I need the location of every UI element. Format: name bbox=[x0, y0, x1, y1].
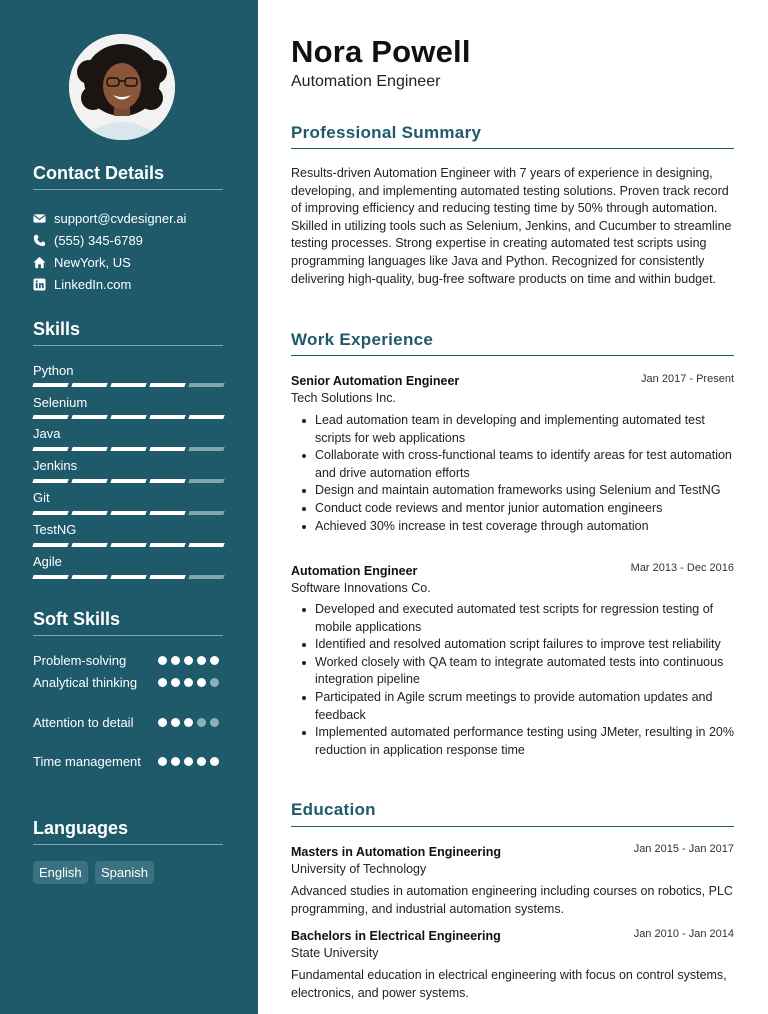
experience-divider bbox=[291, 355, 734, 356]
skill-bar-segment-filled bbox=[32, 511, 68, 515]
skill-bar-segment-filled bbox=[32, 447, 68, 451]
skill-bar-segment-filled bbox=[110, 479, 146, 483]
skill-bar-segment-filled bbox=[32, 415, 68, 419]
list-item: Participated in Agile scrum meetings to provide automation updates and feedback bbox=[315, 689, 738, 724]
rating-dot-empty bbox=[210, 678, 219, 687]
sidebar bbox=[0, 0, 258, 1014]
degree-description: Advanced studies in automation engineering including courses on robotics, PLC programming, and industrial automation systems. bbox=[291, 884, 733, 916]
list-item: Developed and executed automated test scripts for regression testing of mobile applications bbox=[315, 601, 738, 636]
list-item: Identified and resolved automation script failures to improve test reliability bbox=[315, 636, 738, 654]
skill-bar-segment-filled bbox=[149, 575, 185, 579]
skill-level-bar bbox=[33, 383, 224, 387]
skill-level-bar bbox=[33, 415, 224, 419]
home-icon bbox=[33, 256, 46, 269]
skill-bar-segment-filled bbox=[149, 447, 185, 451]
contact-linkedin-text: LinkedIn.com bbox=[54, 277, 132, 292]
skill-name: Agile bbox=[33, 554, 62, 569]
soft-skill-name: Analytical thinking bbox=[33, 675, 138, 690]
soft-skill-name: Problem-solving bbox=[33, 653, 127, 668]
rating-dot-empty bbox=[210, 718, 219, 727]
rating-dot-empty bbox=[197, 718, 206, 727]
contact-phone-text: (555) 345-6789 bbox=[54, 233, 143, 248]
skill-level-bar bbox=[33, 479, 224, 483]
skill-bar-segment-filled bbox=[188, 415, 224, 419]
soft-skill-rating bbox=[158, 718, 219, 727]
skill-bar-segment-filled bbox=[110, 415, 146, 419]
summary-section-title: Professional Summary bbox=[291, 123, 482, 142]
skill-bar-segment-filled bbox=[149, 543, 185, 547]
skill-bar-segment-filled bbox=[32, 543, 68, 547]
skill-bar-segment-filled bbox=[71, 383, 107, 387]
rating-dot-filled bbox=[171, 656, 180, 665]
language-badge-english: English bbox=[33, 861, 88, 884]
list-item: Conduct code reviews and mentor junior automation engineers bbox=[315, 500, 738, 518]
rating-dot-filled bbox=[210, 757, 219, 766]
contact-section-title: Contact Details bbox=[33, 163, 165, 183]
degree-title: Masters in Automation Engineering bbox=[291, 845, 501, 859]
contact-phone[interactable] bbox=[33, 233, 143, 248]
phone-icon bbox=[33, 234, 46, 247]
rating-dot-filled bbox=[184, 656, 193, 665]
rating-dot-filled bbox=[171, 678, 180, 687]
degree-description: Fundamental education in electrical engineering with focus on control systems, electronics, and power systems. bbox=[291, 968, 727, 1000]
rating-dot-filled bbox=[184, 718, 193, 727]
contact-location bbox=[33, 255, 131, 270]
skill-bar-segment-filled bbox=[149, 511, 185, 515]
list-item: Implemented automated performance testing using JMeter, resulting in 20% reduction in application response time bbox=[315, 724, 738, 759]
skill-bar-segment-filled bbox=[110, 383, 146, 387]
soft-skill-rating bbox=[158, 678, 219, 687]
candidate-role: Automation Engineer bbox=[291, 73, 441, 90]
linkedin-icon bbox=[33, 278, 46, 291]
rating-dot-filled bbox=[210, 656, 219, 665]
skills-section-title: Skills bbox=[33, 319, 81, 339]
soft-skill-rating bbox=[158, 656, 219, 665]
soft-skill-name: Attention to detail bbox=[33, 715, 134, 730]
soft-skills-section-title: Soft Skills bbox=[33, 609, 121, 629]
skill-level-bar bbox=[33, 511, 224, 515]
skill-bar-segment-filled bbox=[32, 479, 68, 483]
skill-name: Jenkins bbox=[33, 458, 78, 473]
degree-date: Jan 2010 - Jan 2014 bbox=[633, 928, 734, 940]
summary-divider bbox=[291, 148, 734, 149]
rating-dot-filled bbox=[158, 678, 167, 687]
rating-dot-filled bbox=[197, 656, 206, 665]
job-title: Automation Engineer bbox=[291, 564, 418, 578]
soft-skills-divider bbox=[33, 635, 223, 636]
soft-skill-rating bbox=[158, 757, 219, 766]
avatar bbox=[69, 34, 175, 140]
skill-bar-segment-filled bbox=[110, 543, 146, 547]
skill-name: Python bbox=[33, 363, 74, 378]
rating-dot-filled bbox=[184, 678, 193, 687]
list-item: Collaborate with cross-functional teams to identify areas for test automation and drive automation efforts bbox=[315, 447, 738, 482]
rating-dot-filled bbox=[171, 718, 180, 727]
list-item: Design and maintain automation frameworks using Selenium and TestNG bbox=[315, 482, 738, 500]
envelope-icon bbox=[33, 212, 46, 225]
education-divider bbox=[291, 826, 734, 827]
languages-section-title: Languages bbox=[33, 818, 129, 838]
skill-name: Java bbox=[33, 426, 61, 441]
skill-level-bar bbox=[33, 447, 224, 451]
skill-bar-segment-filled bbox=[188, 543, 224, 547]
skill-bar-segment-empty bbox=[188, 575, 224, 579]
skill-bar-segment-filled bbox=[32, 575, 68, 579]
skill-bar-segment-empty bbox=[188, 479, 224, 483]
job-date: Mar 2013 - Dec 2016 bbox=[630, 562, 734, 574]
language-badge-spanish: Spanish bbox=[95, 861, 154, 884]
skill-bar-segment-filled bbox=[71, 447, 107, 451]
skill-level-bar bbox=[33, 575, 224, 579]
contact-email-text: support@cvdesigner.ai bbox=[54, 211, 187, 226]
skill-bar-segment-filled bbox=[71, 479, 107, 483]
rating-dot-filled bbox=[197, 678, 206, 687]
rating-dot-filled bbox=[158, 718, 167, 727]
summary-text: Results-driven Automation Engineer with 7 years of experience in designing, developing, and implementing automated testing solutions. Proven track record of improving efficiency and reducing testing time by 50% through automation. Skilled in utilizing tools such as Selenium, Jenkins, and Cucumber to streamline testing processes. Strong expertise in creating automated test scripts using programming languages like Java and Python. Recognized for consistently delivering high-quality, bug-free software products on time and within budget. bbox=[291, 166, 732, 286]
list-item: Worked closely with QA team to integrate automated tests into continuous integration pipeline bbox=[315, 654, 738, 689]
degree-title: Bachelors in Electrical Engineering bbox=[291, 929, 501, 943]
experience-section-title: Work Experience bbox=[291, 330, 434, 349]
job-bullets bbox=[315, 412, 738, 535]
skill-name: Selenium bbox=[33, 395, 88, 410]
rating-dot-filled bbox=[197, 757, 206, 766]
candidate-name: Nora Powell bbox=[291, 34, 471, 69]
languages-divider bbox=[33, 844, 223, 845]
skill-bar-segment-filled bbox=[149, 383, 185, 387]
rating-dot-filled bbox=[158, 656, 167, 665]
rating-dot-filled bbox=[158, 757, 167, 766]
contact-location-text: NewYork, US bbox=[54, 255, 131, 270]
profile-photo bbox=[69, 34, 175, 140]
list-item: Achieved 30% increase in test coverage through automation bbox=[315, 518, 738, 536]
contact-divider bbox=[33, 189, 223, 190]
skill-bar-segment-filled bbox=[71, 511, 107, 515]
job-bullets bbox=[315, 601, 738, 759]
school-name: State University bbox=[291, 946, 379, 960]
rating-dot-filled bbox=[184, 757, 193, 766]
skills-divider bbox=[33, 345, 223, 346]
education-section-title: Education bbox=[291, 800, 376, 819]
skill-bar-segment-empty bbox=[188, 383, 224, 387]
skill-bar-segment-filled bbox=[71, 575, 107, 579]
contact-linkedin[interactable] bbox=[33, 277, 131, 292]
skill-bar-segment-filled bbox=[149, 415, 185, 419]
skill-bar-segment-filled bbox=[71, 415, 107, 419]
job-title: Senior Automation Engineer bbox=[291, 374, 460, 388]
skill-name: TestNG bbox=[33, 522, 77, 537]
contact-email[interactable] bbox=[33, 211, 186, 226]
job-date: Jan 2017 - Present bbox=[641, 373, 734, 385]
job-company: Software Innovations Co. bbox=[291, 581, 431, 595]
skill-bar-segment-filled bbox=[71, 543, 107, 547]
rating-dot-filled bbox=[171, 757, 180, 766]
skill-bar-segment-filled bbox=[110, 511, 146, 515]
skill-bar-segment-empty bbox=[188, 447, 224, 451]
skill-bar-segment-filled bbox=[32, 383, 68, 387]
degree-date: Jan 2015 - Jan 2017 bbox=[633, 843, 734, 855]
soft-skill-name: Time management bbox=[33, 754, 141, 769]
skill-bar-segment-filled bbox=[110, 447, 146, 451]
job-company: Tech Solutions Inc. bbox=[291, 391, 396, 405]
school-name: University of Technology bbox=[291, 862, 427, 876]
skill-bar-segment-filled bbox=[149, 479, 185, 483]
skill-level-bar bbox=[33, 543, 224, 547]
skill-bar-segment-empty bbox=[188, 511, 224, 515]
list-item: Lead automation team in developing and implementing automated test scripts for web applications bbox=[315, 412, 738, 447]
skill-bar-segment-filled bbox=[110, 575, 146, 579]
skill-name: Git bbox=[33, 490, 50, 505]
